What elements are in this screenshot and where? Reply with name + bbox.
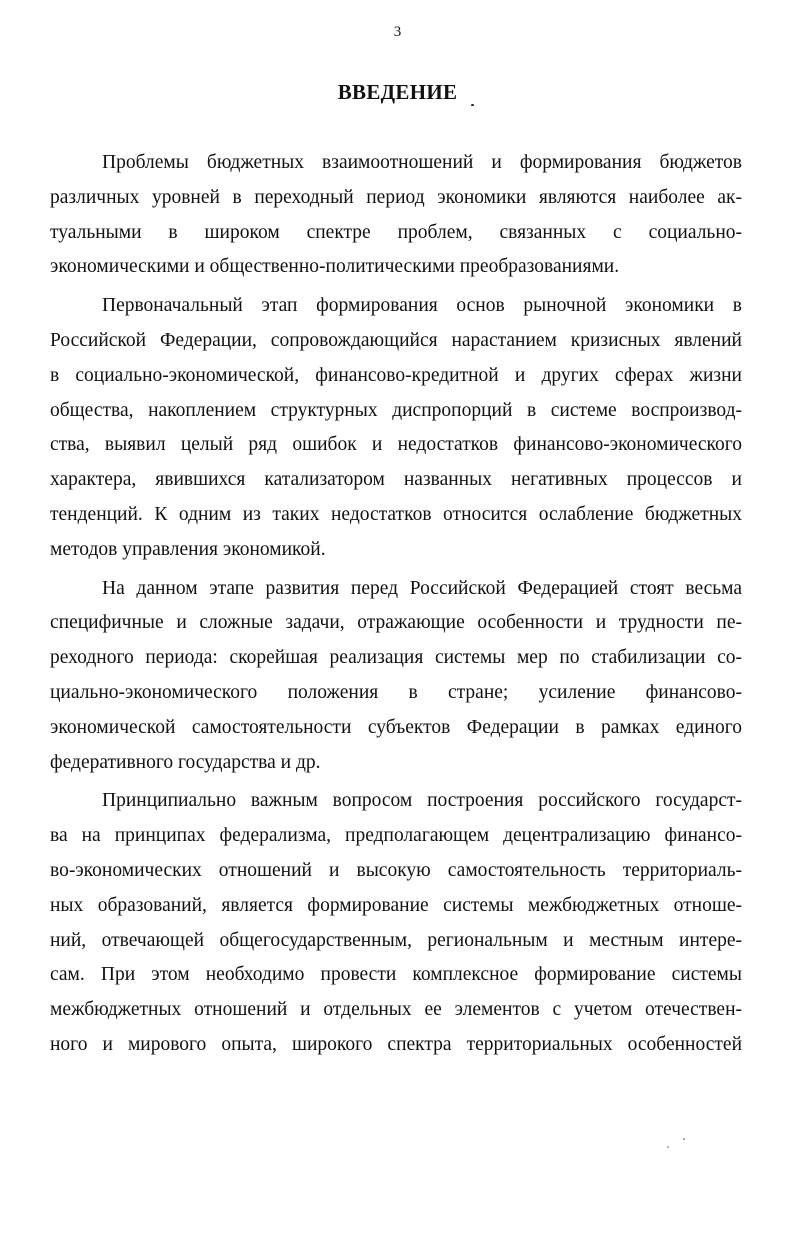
- text-line: туальными в широком спектре проблем, связанных с социально-: [50, 221, 742, 243]
- paragraph: [50, 289, 742, 567]
- text-line: ства, выявил целый ряд ошибок и недостатков финансово-экономического: [50, 434, 742, 456]
- text-line: в социально-экономической, финансово-кредитной и других сферах жизни: [50, 364, 742, 386]
- text-line: циально-экономического положения в стране; усиление финансово-: [50, 681, 742, 703]
- paragraph: [50, 572, 742, 781]
- text-line: реходного периода: скорейшая реализация системы мер по стабилизации со-: [50, 647, 742, 669]
- paragraph: [50, 146, 742, 285]
- text-line: во-экономических отношений и высокую самостоятельность территориаль-: [50, 859, 742, 881]
- text-line: Российской Федерации, сопровождающийся нарастанием кризисных явлений: [50, 329, 742, 351]
- text-line: экономической самостоятельности субъектов Федерации в рамках единого: [50, 716, 742, 738]
- text-line: различных уровней в переходный период экономики являются наиболее ак-: [50, 186, 742, 208]
- section-title: ВВЕДЕНИЕ: [337, 80, 458, 104]
- text-line: тенденций. К одним из таких недостатков относится ослабление бюджетных: [50, 503, 742, 525]
- text-line: сам. При этом необходимо провести комплексное формирование системы: [50, 964, 742, 986]
- scan-speck: [471, 104, 474, 106]
- scan-speck: [667, 1146, 669, 1148]
- text-line: ва на принципах федерализма, предполагающем децентрализацию финансо-: [50, 825, 742, 847]
- text-line: специфичные и сложные задачи, отражающие особенности и трудности пе-: [50, 612, 742, 634]
- text-line: ных образований, является формирование системы межбюджетных отноше-: [50, 894, 742, 916]
- text-line: характера, явившихся катализатором названных негативных процессов и: [50, 469, 742, 491]
- text-line: Проблемы бюджетных взаимоотношений и формирования бюджетов: [102, 152, 742, 173]
- text-line: Принципиально важным вопросом построения российского государст-: [102, 790, 742, 812]
- text-line: методов управления экономикой.: [50, 538, 326, 560]
- scan-speck: [683, 1138, 685, 1140]
- body-text: [50, 146, 742, 1063]
- text-line: ний, отвечающей общегосударственным, региональным и местным интере-: [50, 929, 742, 951]
- text-line: Первоначальный этап формирования основ рыночной экономики в: [102, 295, 742, 317]
- text-line: экономическими и общественно-политическими преобразованиями.: [50, 256, 620, 278]
- text-line: общества, накоплением структурных диспропорций в системе воспроизвод-: [50, 399, 742, 421]
- paragraph: [50, 784, 742, 1062]
- text-line: ного и мирового опыта, широкого спектра территориальных особенностей: [50, 1033, 742, 1055]
- text-line: федеративного государства и др.: [50, 751, 321, 773]
- text-line: межбюджетных отношений и отдельных ее элементов с учетом отечествен-: [50, 999, 742, 1021]
- page-number: 3: [393, 24, 402, 40]
- text-line: На данном этапе развития перед Российской Федерацией стоят весьма: [102, 577, 742, 599]
